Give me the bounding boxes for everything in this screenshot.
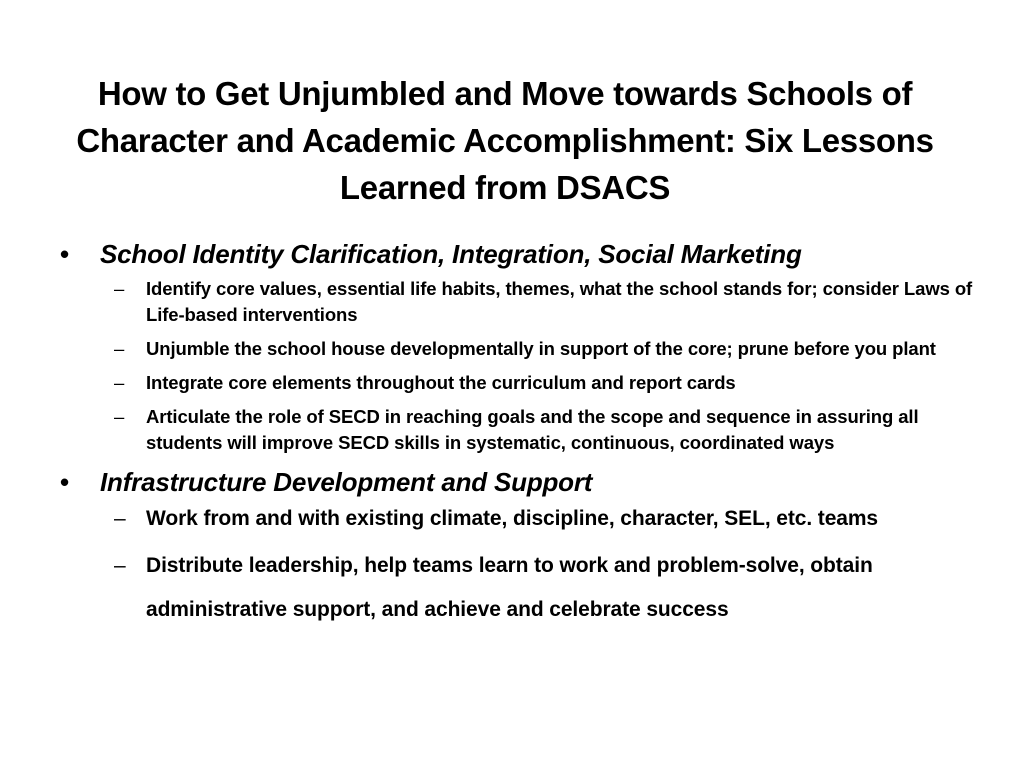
section-heading: [58, 466, 973, 498]
section-items: [58, 276, 973, 456]
dash-icon: –: [114, 372, 125, 393]
dash-icon: –: [114, 507, 126, 530]
dash-icon: –: [114, 554, 126, 577]
slide-title: How to Get Unjumbled and Move towards Schools of Character and Academic Accomplishment: Six Lessons Learned from DSACS: [76, 75, 934, 206]
list-item-text: Articulate the role of SECD in reaching goals and the scope and sequence in assuring all students will improve SECD skills in systematic, continuous, coordinated ways: [146, 406, 919, 453]
section-heading-text: Infrastructure Development and Support: [100, 467, 593, 497]
list-item: [58, 276, 973, 328]
list-item-text: Work from and with existing climate, discipline, character, SEL, etc. teams: [146, 507, 879, 530]
bullet-icon: •: [60, 239, 69, 269]
bullet-icon: •: [60, 467, 69, 497]
list-item-text: Distribute leadership, help teams learn to work and problem-solve, obtain administrative support, and achieve and celebrate success: [146, 554, 873, 621]
list-item-text: Integrate core elements throughout the curriculum and report cards: [146, 372, 736, 393]
list-item: [58, 336, 973, 362]
slide-content: [58, 238, 973, 640]
list-item: [58, 504, 973, 534]
list-item-text: Unjumble the school house developmentally in support of the core; prune before you plant: [146, 338, 936, 359]
section-items: [58, 504, 973, 632]
dash-icon: –: [114, 278, 125, 299]
dash-icon: –: [114, 338, 125, 359]
dash-icon: –: [114, 406, 125, 427]
section-heading: [58, 238, 973, 270]
section-infrastructure: [58, 466, 973, 632]
list-item-text: Identify core values, essential life habits, themes, what the school stands for; consider Laws of Life-based interventions: [146, 278, 973, 325]
list-item: [58, 370, 973, 396]
list-item: [58, 404, 973, 456]
section-heading-text: School Identity Clarification, Integration, Social Marketing: [100, 239, 802, 269]
section-school-identity: [58, 238, 973, 456]
list-item: [58, 544, 973, 632]
